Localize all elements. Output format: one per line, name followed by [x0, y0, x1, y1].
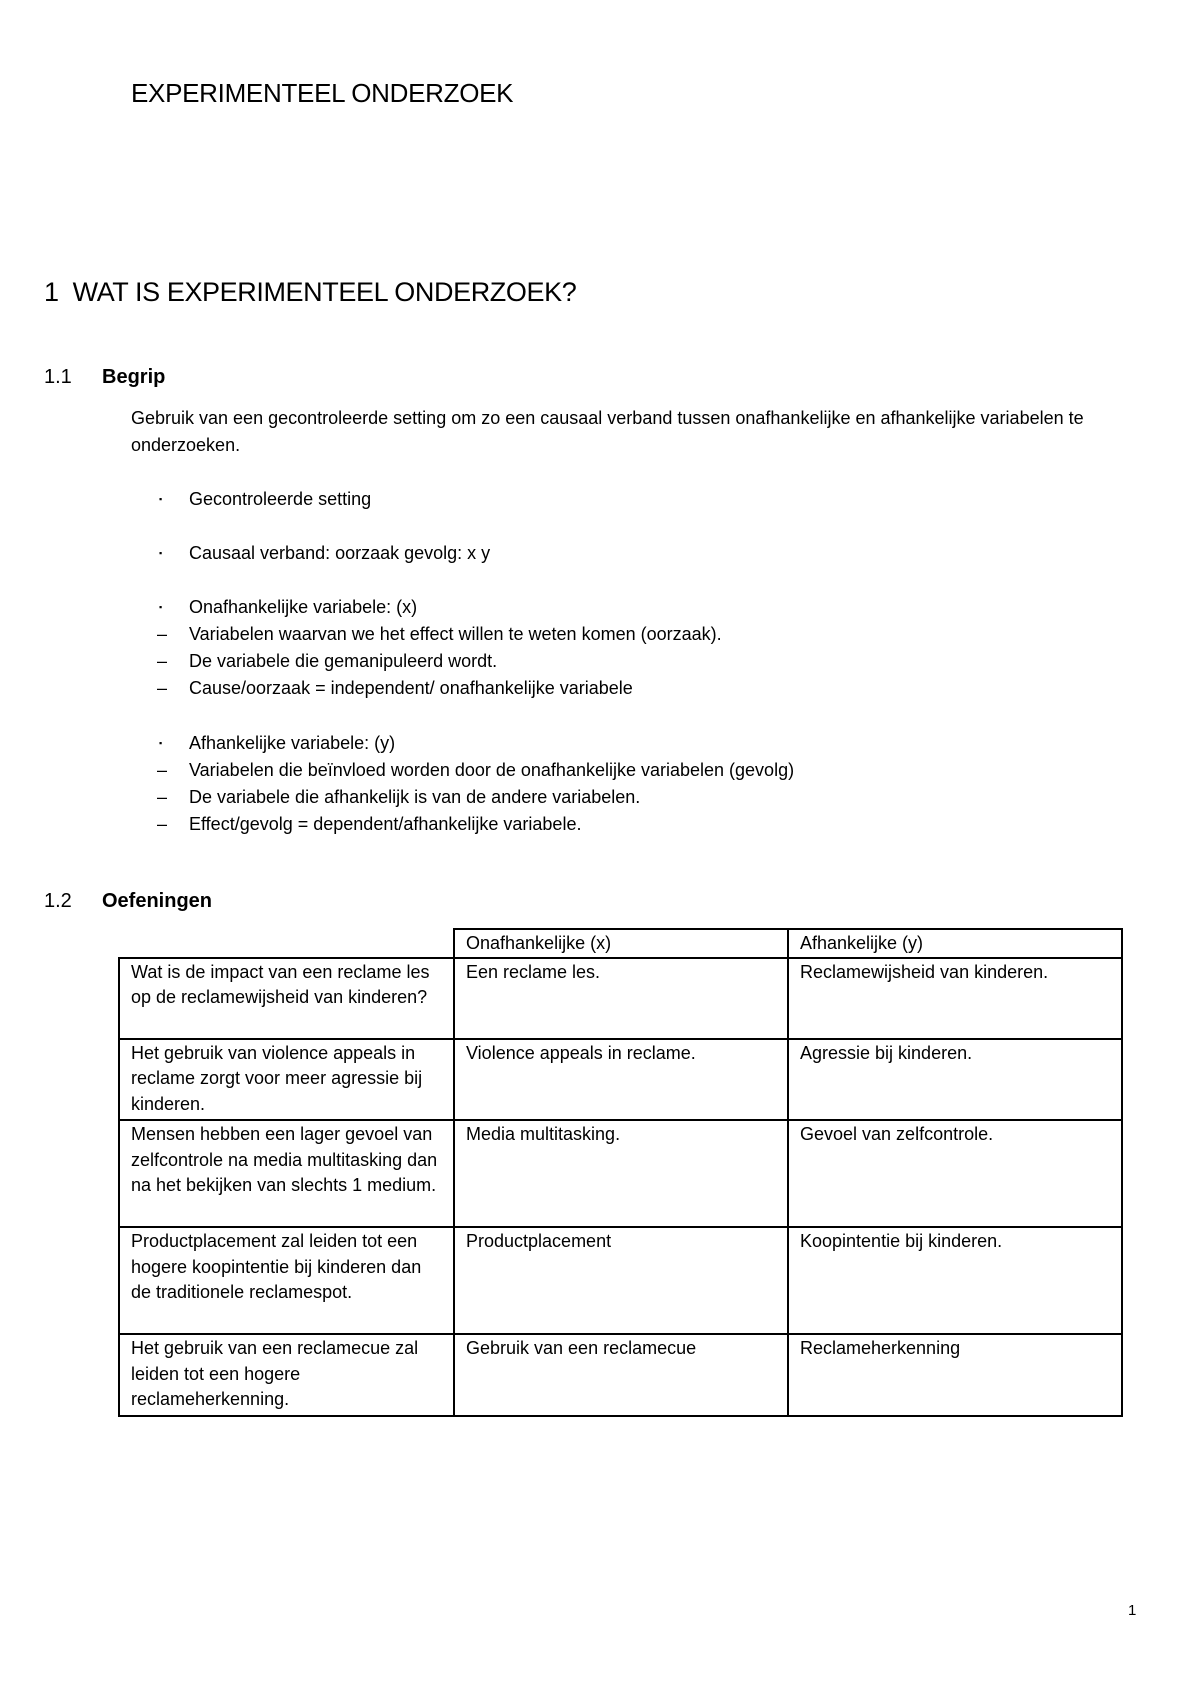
list-item [131, 811, 1031, 838]
section-1-title: WAT IS EXPERIMENTEEL ONDERZOEK? [72, 277, 577, 307]
bullet-square-icon: ▪ [159, 548, 163, 558]
table-header-row [119, 929, 1122, 958]
table-cell-afhankelijk: Gevoel van zelfcontrole. [788, 1120, 1122, 1227]
list-item-text: Onafhankelijke variabele: (x) [189, 597, 418, 617]
table-row [119, 1120, 1122, 1227]
section-1-heading [44, 277, 576, 308]
list-item [131, 540, 1031, 567]
table-cell-onafhankelijk: Gebruik van een reclamecue [454, 1334, 788, 1416]
dash-icon: – [157, 787, 168, 807]
list-item-text: Gecontroleerde setting [189, 489, 372, 509]
list-item [131, 594, 1031, 621]
table-cell-afhankelijk: Reclameherkenning [788, 1334, 1122, 1416]
list-item [131, 757, 1031, 784]
table-header-afhankelijk: Afhankelijke (y) [788, 929, 1122, 958]
table-cell-afhankelijk: Reclamewijsheid van kinderen. [788, 958, 1122, 1039]
list-item [131, 675, 1031, 702]
section-1-number: 1 [44, 277, 59, 307]
dash-icon: – [157, 760, 168, 780]
section-1-1-number: 1.1 [44, 366, 72, 388]
table-row [119, 958, 1122, 1039]
table-cell-statement: Wat is de impact van een reclame les op de reclamewijsheid van kinderen? [119, 958, 454, 1039]
table-cell-onafhankelijk: Violence appeals in reclame. [454, 1039, 788, 1121]
table-row [119, 1039, 1122, 1121]
table-row [119, 1227, 1122, 1334]
list-item [131, 648, 1031, 675]
list-item-text: De variabele die afhankelijk is van de andere variabelen. [189, 787, 641, 807]
document-title: EXPERIMENTEEL ONDERZOEK [131, 78, 514, 108]
section-1-1-title: Begrip [102, 366, 166, 388]
table-header-blank [119, 929, 454, 958]
section-1-1-heading [44, 366, 165, 389]
page-number: 1 [1128, 1602, 1137, 1619]
section-1-2-heading [44, 890, 212, 913]
begrip-paragraph: Gebruik van een gecontroleerde setting om zo een causaal verband tussen onafhankelijke en afhankelijke variabelen te onderzoeken. [131, 408, 1084, 455]
bullet-list-afhankelijk [131, 730, 1031, 838]
bullet-square-icon: ▪ [159, 494, 163, 504]
dash-icon: – [157, 814, 168, 834]
dash-icon: – [157, 651, 168, 671]
list-item [131, 621, 1031, 648]
table-cell-statement: Productplacement zal leiden tot een hogere koopintentie bij kinderen dan de traditionele reclamespot. [119, 1227, 454, 1334]
bullet-list-causaal [131, 540, 1031, 567]
table-cell-onafhankelijk: Media multitasking. [454, 1120, 788, 1227]
dash-icon: – [157, 678, 168, 698]
bullet-square-icon: ▪ [159, 602, 163, 612]
bullet-list-setting [131, 486, 1031, 513]
section-1-2-title: Oefeningen [102, 890, 213, 912]
bullet-list-onafhankelijk [131, 594, 1031, 702]
table-cell-statement: Het gebruik van een reclamecue zal leiden tot een hogere reclameherkenning. [119, 1334, 454, 1416]
list-item-text: De variabele die gemanipuleerd wordt. [189, 651, 498, 671]
list-item-text: Variabelen waarvan we het effect willen te weten komen (oorzaak). [189, 624, 722, 644]
table-cell-statement: Mensen hebben een lager gevoel van zelfcontrole na media multitasking dan na het bekijken van slechts 1 medium. [119, 1120, 454, 1227]
list-item [131, 730, 1031, 757]
section-1-2-number: 1.2 [44, 890, 72, 912]
table-cell-afhankelijk: Koopintentie bij kinderen. [788, 1227, 1122, 1334]
list-item-text: Cause/oorzaak = independent/ onafhankelijke variabele [189, 678, 633, 698]
dash-icon: – [157, 624, 168, 644]
list-item-text: Causaal verband: oorzaak gevolg: x y [189, 543, 491, 563]
oefeningen-table [118, 928, 1123, 1417]
list-item-text: Effect/gevolg = dependent/afhankelijke variabele. [189, 814, 582, 834]
table-header-onafhankelijk: Onafhankelijke (x) [454, 929, 788, 958]
list-item [131, 486, 1031, 513]
list-item-text: Afhankelijke variabele: (y) [189, 733, 396, 753]
bullet-square-icon: ▪ [159, 738, 163, 748]
table-cell-onafhankelijk: Productplacement [454, 1227, 788, 1334]
list-item [131, 784, 1031, 811]
table-cell-afhankelijk: Agressie bij kinderen. [788, 1039, 1122, 1121]
table-row [119, 1334, 1122, 1416]
table-cell-statement: Het gebruik van violence appeals in reclame zorgt voor meer agressie bij kinderen. [119, 1039, 454, 1121]
list-item-text: Variabelen die beïnvloed worden door de onafhankelijke variabelen (gevolg) [189, 760, 795, 780]
table-cell-onafhankelijk: Een reclame les. [454, 958, 788, 1039]
